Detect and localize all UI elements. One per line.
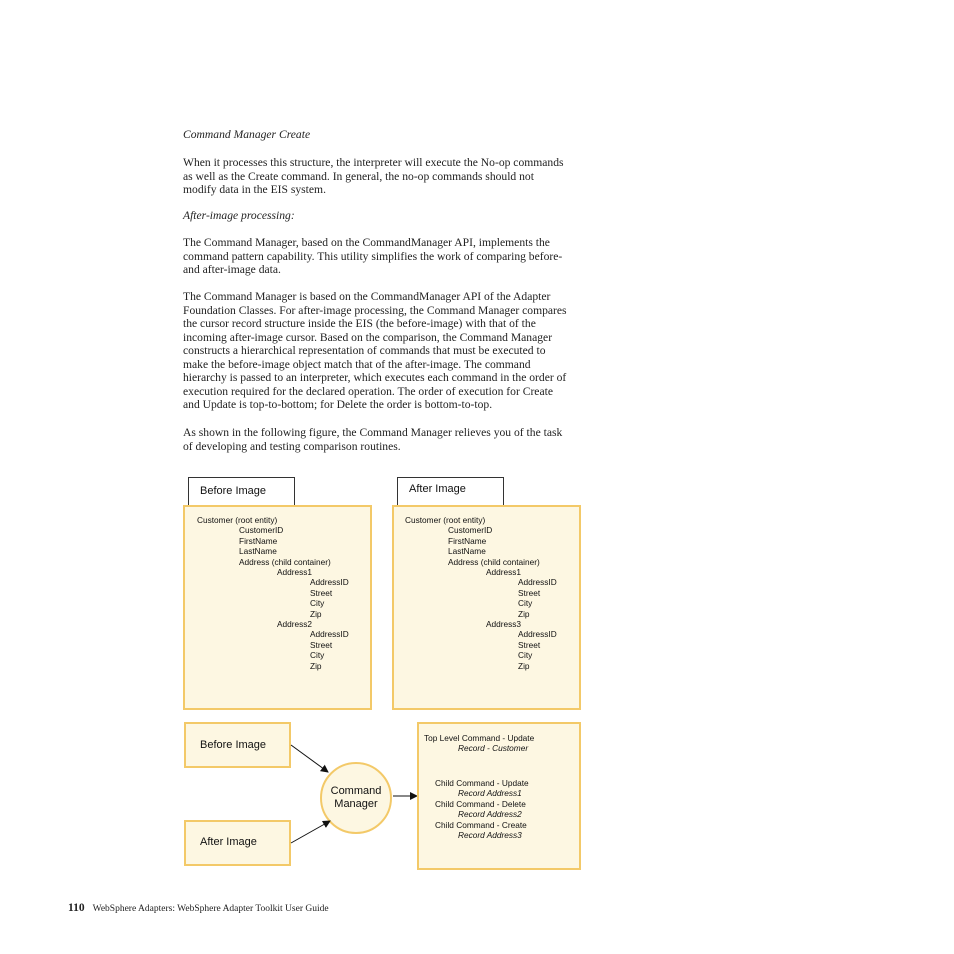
before-image-tab: Before Image — [188, 477, 295, 505]
tree-field: Zip — [518, 608, 530, 619]
command-line: Top Level Command - Update — [424, 733, 535, 743]
text-line: as well as the Create command. In general, the no-op commands should not — [183, 169, 534, 183]
tree-field: City — [518, 598, 533, 609]
tree-field: CustomerID — [448, 525, 493, 536]
tree-container: Address (child container) — [239, 556, 331, 567]
command-manager-label: Manager — [334, 798, 378, 810]
tree-field: Street — [310, 639, 333, 650]
command-line: Child Command - Create — [435, 819, 527, 830]
arrow-before-to-manager — [291, 745, 328, 772]
tree-field: Street — [310, 587, 333, 598]
text-line: make the before-image object match that of the after-image. The command — [183, 357, 531, 371]
tree-record: Address2 — [277, 619, 313, 629]
tree-field: LastName — [448, 546, 486, 557]
tree-field: AddressID — [518, 577, 557, 588]
tree-root: Customer (root entity) — [197, 515, 278, 525]
tree-root: Customer (root entity) — [405, 515, 486, 525]
text-line: The Command Manager is based on the CommandManager API of the Adapter — [183, 290, 551, 303]
arrow-after-to-manager — [291, 821, 330, 843]
record-line: Record Address2 — [458, 809, 522, 820]
command-manager-label: Command — [330, 785, 382, 797]
page-footer — [68, 902, 329, 914]
tree-record: Address1 — [277, 567, 313, 577]
tree-field: AddressID — [310, 577, 349, 588]
tree-field: LastName — [239, 546, 277, 557]
record-line: Record Address1 — [458, 788, 522, 799]
tree-field: AddressID — [310, 629, 349, 640]
tree-field: CustomerID — [239, 525, 284, 536]
text-line: When it processes this structure, the interpreter will execute the No-op commands — [183, 156, 564, 169]
after-image-box-label: After Image — [200, 836, 257, 848]
tree-field: Street — [518, 587, 541, 598]
text-line: Foundation Classes. For after-image processing, the Command Manager compares — [183, 303, 567, 317]
tree-field: Zip — [518, 660, 530, 671]
tree-field: Zip — [310, 608, 322, 619]
tree-container: Address (child container) — [448, 556, 540, 567]
before-image-box-label: Before Image — [200, 739, 267, 751]
record-line: Record Address3 — [458, 830, 522, 840]
command-line: Child Command - Delete — [435, 798, 526, 809]
tree-field: City — [310, 650, 325, 661]
tree-field: City — [310, 598, 325, 609]
text-line: hierarchy is passed to an interpreter, which executes each command in the order of — [183, 371, 567, 384]
tree-field: Street — [518, 639, 541, 650]
text-line: The Command Manager, based on the CommandManager API, implements the — [183, 236, 550, 249]
command-line: Child Command - Update — [435, 778, 529, 788]
tree-record: Address3 — [486, 619, 522, 629]
tree-field: AddressID — [518, 629, 557, 640]
tree-field: FirstName — [448, 535, 487, 546]
text-line: execution required for the declared operation. The order of execution for Create — [183, 384, 553, 398]
tree-field: Zip — [310, 660, 322, 671]
text-line: the cursor record structure inside the EIS (the before-image) with that of the — [183, 317, 536, 330]
text-line: and Update is top-to-bottom; for Delete the order is bottom-to-top. — [183, 398, 493, 411]
tree-record: Address1 — [486, 567, 522, 577]
page-number: 110 — [68, 902, 85, 914]
after-image-tab: After Image — [397, 477, 504, 505]
tree-field: FirstName — [239, 535, 278, 546]
text-line: As shown in the following figure, the Command Manager relieves you of the task — [183, 426, 563, 439]
text-line: and after-image data. — [183, 263, 281, 276]
footer-title: WebSphere Adapters: WebSphere Adapter Toolkit User Guide — [92, 904, 329, 914]
text-line: of developing and testing comparison routines. — [183, 439, 401, 453]
tree-field: City — [518, 650, 533, 661]
text-line: modify data in the EIS system. — [183, 183, 326, 196]
record-line: Record - Customer — [458, 743, 529, 754]
figure-caption: Command Manager Create — [183, 128, 311, 141]
subheading: After-image processing: — [183, 209, 295, 222]
text-line: command pattern capability. This utility simplifies the work of comparing before- — [183, 249, 563, 263]
text-line: constructs a hierarchical representation of commands that must be executed to — [183, 344, 546, 357]
text-line: incoming after-image cursor. Based on the comparison, the Command Manager — [183, 330, 553, 344]
